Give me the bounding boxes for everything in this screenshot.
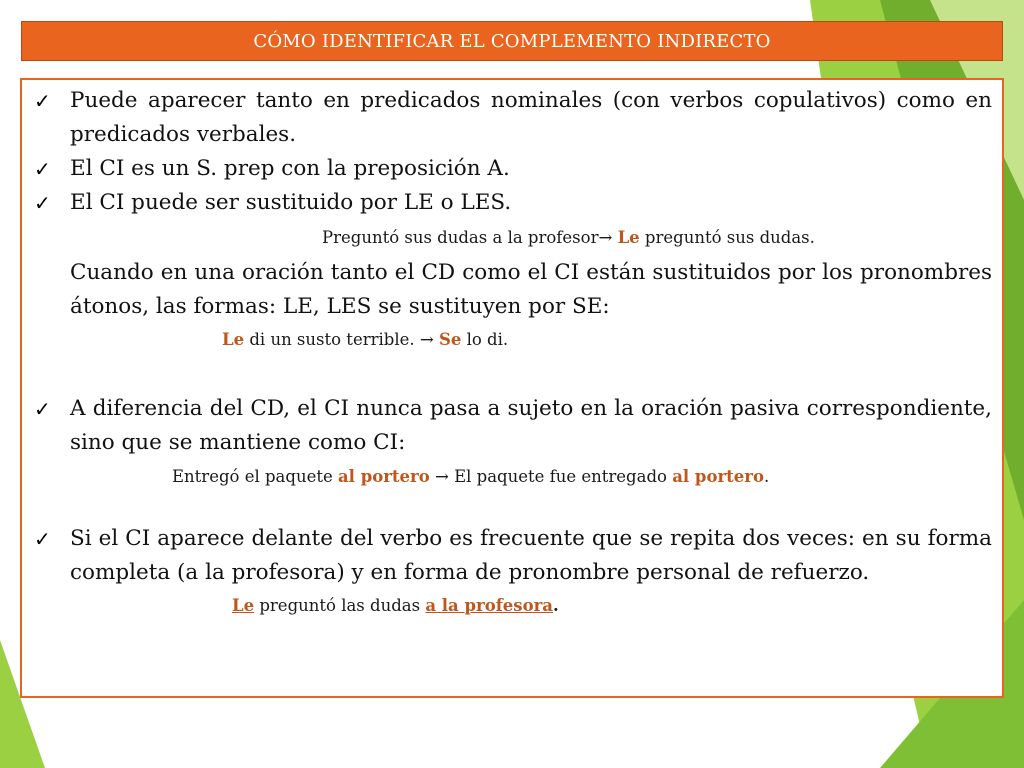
bullet-text-sprep: El CI es un S. prep con la preposición A. (70, 156, 510, 181)
arrow-icon: → (435, 467, 449, 486)
paragraph-pronombres: Cuando en una oración tanto el CD como el CI están sustituidos por los pronombres átonos, las formas: LE, LES se sustituyen por SE: (70, 260, 992, 319)
highlight-al-portero: al portero (672, 467, 764, 486)
bullet-item (34, 522, 992, 590)
example-sentence-4: Le preguntó las dudas a la profesora. (232, 596, 559, 615)
slide-title: CÓMO IDENTIFICAR EL COMPLEMENTO INDIRECTO (253, 30, 771, 52)
content-box (20, 78, 1004, 698)
highlight-a-la-profesora: a la profesora (425, 596, 553, 615)
bullet-item (34, 84, 992, 152)
bullet-text-sustitucion: El CI puede ser sustituido por LE o LES. (70, 190, 512, 215)
highlight-le: Le (232, 596, 255, 615)
arrow-icon: → (598, 228, 613, 247)
highlight-le: Le (617, 228, 640, 247)
highlight-le: Le (222, 330, 245, 349)
bullet-text-predicados: Puede aparecer tanto en predicados nominales (con verbos copulativos) como en predicados verbales. (70, 88, 992, 147)
bullet-text-pasiva: A diferencia del CD, el CI nunca pasa a sujeto en la oración pasiva correspondiente, sino que se mantiene como CI: (70, 396, 992, 455)
bullet-text-repeticion: Si el CI aparece delante del verbo es frecuente que se repita dos veces: en su forma completa (a la profesora) y en forma de pronombre personal de refuerzo. (70, 526, 992, 585)
bullet-item (34, 392, 992, 460)
title-bar (21, 21, 1003, 61)
arrow-icon: → (419, 330, 434, 349)
highlight-al-portero: al portero (337, 467, 430, 486)
example-sentence-3: Entregó el paquete al portero → El paquete fue entregado al portero. (172, 467, 770, 486)
checkmark-icon: ✓ (34, 527, 51, 551)
example-sentence-1: Preguntó sus dudas a la profesor→ Le preguntó sus dudas. (322, 228, 815, 247)
example-sentence-2: Le di un susto terrible. → Se lo di. (222, 330, 509, 349)
bullet-item (34, 152, 992, 186)
checkmark-icon: ✓ (34, 157, 51, 181)
checkmark-icon: ✓ (34, 191, 51, 215)
bullet-item (34, 186, 992, 220)
highlight-se: Se (438, 330, 462, 349)
checkmark-icon: ✓ (34, 397, 51, 421)
checkmark-icon: ✓ (34, 89, 51, 113)
